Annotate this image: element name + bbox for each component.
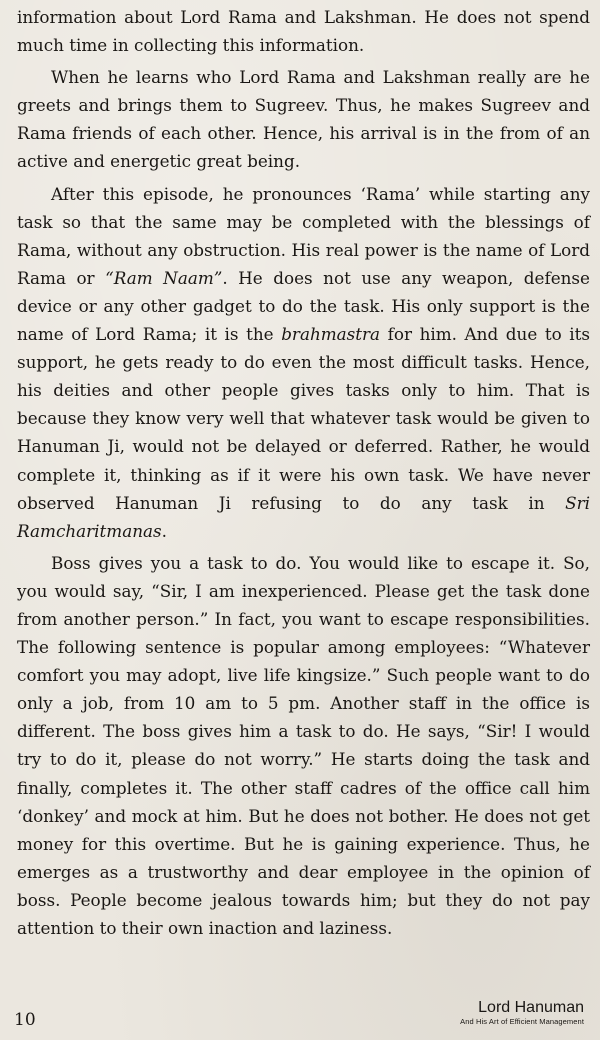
paragraph-3-text-3: for him. And due to its support, he gets ready to do even the most difficult tasks. Hence, his deities and other people gives tasks only to him. That is because they know very well that whatever task would be given to Hanuman Ji, would not be delayed or deferred. Rather, he would complete it, thinking as if it were his own task. We have never observed Hanuman Ji refusing to do any task in	[17, 324, 591, 513]
paragraph-3-text-4: .	[161, 520, 167, 541]
body-text	[17, 3, 590, 946]
book-title: Lord Hanuman	[478, 999, 584, 1016]
brahmastra-emphasis: brahmastra	[281, 324, 381, 345]
paragraph-1	[17, 3, 590, 59]
book-subtitle: And His Art of Efficient Management	[460, 1017, 584, 1026]
paragraph-4	[17, 549, 590, 942]
paragraph-2	[17, 63, 590, 175]
paragraph-4-text: Boss gives you a task to do. You would like to escape it. So, you would say, “Sir, I am inexperienced. Please get the task done from another person.” In fact, you want to escape responsibilities. The following sentence is popular among employees: “Whatever comfort you may adopt, live life kingsize.” Such people want to do only a job, from 10 am to 5 pm. Another staff in the office is different. The boss gives him a task to do. He says, “Sir! I would try to do it, please do not worry.” He starts doing the task and finally, completes it. The other staff cadres of the office call him ‘donkey’ and mock at him. But he does not bother. He does not get money for this overtime. But he is gaining experience. Thus, he emerges as a trustworthy and dear employee in the opinion of boss. People become jealous towards him; but they do not pay attention to their own inaction and laziness.	[17, 552, 590, 938]
ramcharitmanas-emphasis: Sri Ramcharitmanas	[17, 492, 590, 541]
page-number: 10	[14, 1010, 36, 1030]
paragraph-3-text-2: . He does not use any weapon, defense device or any other gadget to do the task. His only support is the name of Lord Rama; it is the	[17, 267, 590, 345]
paragraph-3	[17, 180, 590, 545]
paragraph-2-text: When he learns who Lord Rama and Lakshman really are he greets and brings them to Sugreev. Thus, he makes Sugreev and Rama friends of each other. Hence, his arrival is in the from of an active and energetic great being.	[17, 67, 590, 172]
paragraph-3-text-1: After this episode, he pronounces ‘Rama’ while starting any task so that the same may be completed with the blessings of Rama, without any obstruction. His real power is the name of Lord Rama or	[17, 183, 590, 288]
paragraph-1-text: information about Lord Rama and Lakshman. He does not spend much time in collecting this information.	[17, 7, 590, 56]
ram-naam-emphasis: “Ram Naam”	[105, 267, 223, 288]
running-footer	[460, 999, 584, 1027]
